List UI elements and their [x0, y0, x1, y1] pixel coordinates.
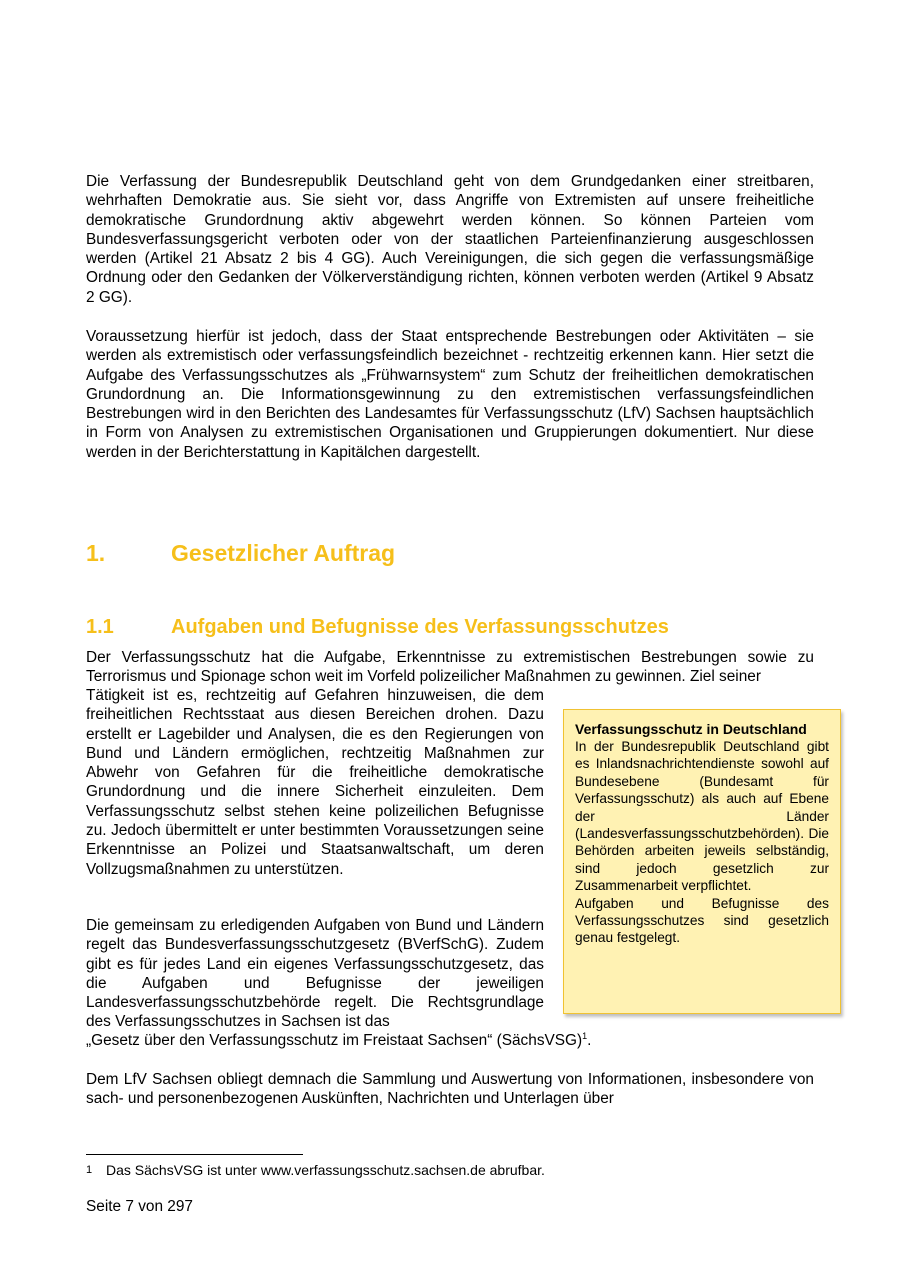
infobox [563, 709, 841, 1014]
intro-paragraph-2: Voraussetzung hierfür ist jedoch, dass der Staat entsprechende Bestrebungen oder Aktivitäten – sie werden als extremistisch oder verfassungsfeindlich bezeichnet - rechtzeitig erkennen kann. Hier setzt die Aufgabe des Verfassungsschutzes als „Frühwarnsystem“ zum Schutz der freiheitlichen demokratischen Grundordnung an. Die Informationsgewinnung zu den extremistischen verfassungsfeindlichen Bestrebungen wird in den Berichten des Landesamtes für Verfassungsschutz (LfV) Sachsen hauptsächlich in Form von Analysen zu extremistischen Organisationen und Gruppierungen dokumentiert. Nur diese werden in der Berichterstattung in Kapitälchen dargestellt. [86, 328, 814, 461]
footnote-mark: 1 [86, 1164, 93, 1176]
body-paragraph-1-start: Der Verfassungsschutz hat die Aufgabe, Erkenntnisse zu extremistischen Bestrebungen sowie zu Terrorismus und Spionage schon weit im Vorfeld polizeilicher Maßnahmen zu gewinnen. Ziel seiner [86, 649, 814, 686]
footnote [86, 1161, 545, 1179]
body-paragraph-3: Dem LfV Sachsen obliegt demnach die Sammlung und Auswertung von Informationen, insbesondere von sach- und personenbezogenen Auskünften, Nachrichten und Unterlagen über [86, 1071, 814, 1108]
page-number: Seite 7 von 297 [86, 1198, 193, 1215]
body-paragraph-2-end: „Gesetz über den Verfassungsschutz im Freistaat Sachsen“ (SächsVSG)$^1$. [86, 1030, 592, 1049]
law-title: „Gesetz über den Verfassungsschutz im Freistaat Sachsen“ (SächsVSG) [86, 1032, 583, 1049]
section-heading-1 [86, 540, 395, 567]
subsection-heading-1-1 [86, 616, 669, 639]
footnote-divider [86, 1154, 303, 1155]
section-number: 1. [86, 540, 106, 566]
subsection-number: 1.1 [86, 616, 114, 638]
footnote-text: Das SächsVSG ist unter www.verfassungsschutz.sachsen.de abrufbar. [106, 1162, 545, 1178]
intro-paragraph-1: Die Verfassung der Bundesrepublik Deutschland geht von dem Grundgedanken einer streitbaren, wehrhaften Demokratie aus. Sie sieht vor, dass Angriffe von Extremisten auf unsere freiheitliche demokratische Grundordnung aktiv abgewehrt werden können. So können Parteien vom Bundesverfassungsgericht verboten oder von der staatlichen Parteienfinanzierung ausgeschlossen werden (Artikel 21 Absatz 2 bis 4 GG). Auch Vereinigungen, die sich gegen die verfassungsmäßige Ordnung oder den Gedanken der Völkerverständigung richten, können verboten werden (Artikel 9 Absatz 2 GG). [86, 173, 814, 306]
infobox-title: Verfassungsschutz in Deutschland [575, 721, 807, 737]
infobox-body-2: Aufgaben und Befugnisse des Verfassungsschutzes sind gesetzlich genau festgelegt. [575, 895, 829, 946]
body-paragraph-1-continued: Tätigkeit ist es, rechtzeitig auf Gefahren hinzuweisen, die dem freiheitlichen Rechtsstaat aus diesen Bereichen drohen. Dazu erstellt er Lagebilder und Analysen, die es den Regierungen von Bund und Ländern ermöglichen, rechtzeitig Maßnahmen zur Abwehr von Gefahren für die freiheitliche demokratische Grundordnung und die innere Sicherheit einzuleiten. Dem Verfassungsschutz selbst stehen keine polizeilichen Befugnisse zu. Jedoch übermittelt er unter bestimmten Voraussetzungen seine Erkenntnisse an Polizei und Staatsanwaltschaft, um deren Vollzugsmaßnahmen zu unterstützen. [86, 687, 544, 878]
body-paragraph-2-start: Die gemeinsam zu erledigenden Aufgaben von Bund und Ländern regelt das Bundesverfassungsschutzgesetz (BVerfSchG). Zudem gibt es für jedes Land ein eigenes Verfassungsschutzgesetz, das die Aufgaben und Befugnisse der jeweiligen Landesverfassungsschutzbehörde regelt. Die Rechtsgrundlage des Verfassungsschutzes in Sachsen ist das [86, 917, 544, 1031]
infobox-body-1: In der Bundesrepublik Deutschland gibt es Inlandsnachrichtendienste sowohl auf Bundesebene (Bundesamt für Verfassungsschutz) als auch auf Ebene der Länder (Landesverfassungsschutzbehörden). Die Behörden arbeiten jeweils selbständig, sind jedoch gesetzlich zur Zusammenarbeit verpflichtet. [575, 739, 829, 894]
section-title: Gesetzlicher Auftrag [171, 540, 396, 566]
subsection-title: Aufgaben und Befugnisse des Verfassungsschutzes [171, 616, 669, 638]
footnote-reference[interactable]: 1 [582, 1030, 588, 1041]
